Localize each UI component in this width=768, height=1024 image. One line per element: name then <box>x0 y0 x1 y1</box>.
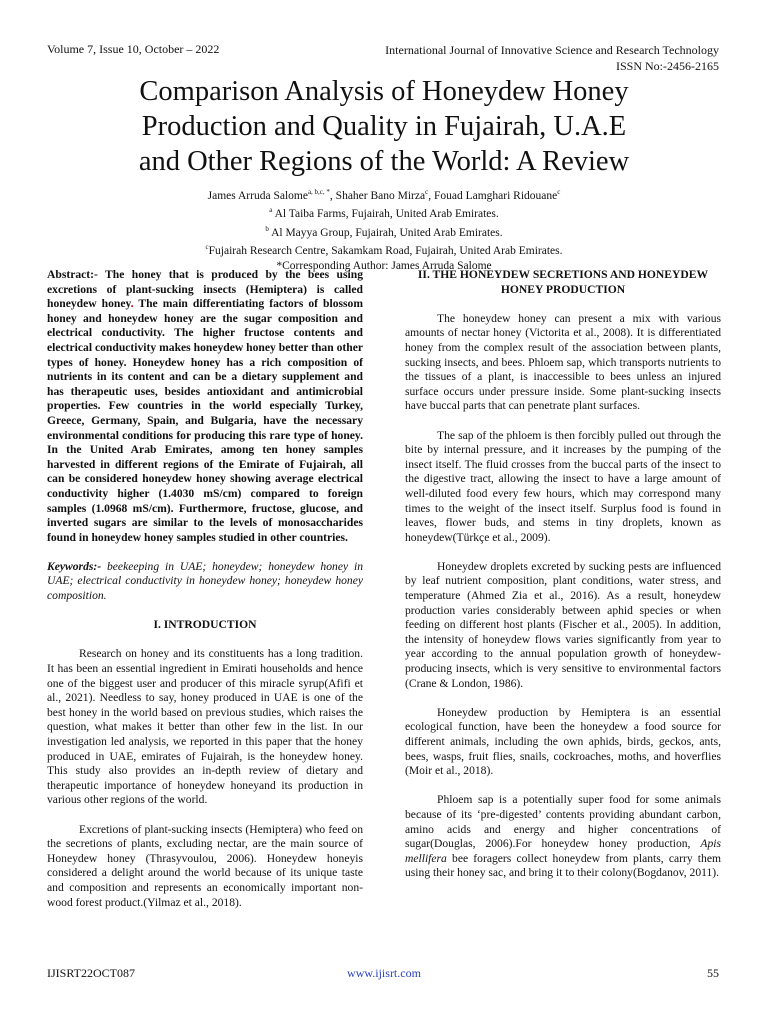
author-list: James Arruda Salome$^{a, b,c, *}$, Shaher Bano Mirza$^c$, Fouad Lamghari Ridouane$^c$ <box>207 188 561 202</box>
title-line-1: Comparison Analysis of Honeydew Honey <box>139 76 629 107</box>
footer-page-number: 55 <box>707 966 719 980</box>
footer-url-link[interactable]: www.ijisrt.com <box>347 966 421 980</box>
keywords: Keywords:- beekeeping in UAE; honeydew; honeydew honey in UAE; electrical conductivity in honeydew honey; honeydew honey composition. <box>47 559 363 603</box>
section2-paragraph-3: Honeydew droplets excreted by sucking pests are influenced by leaf nutrient composition, plant conditions, water stress, and temperature (Ahmed Zia et al., 2016). As a result, honeydew production varies considerably between aphid species or when feeding on different host plants (Fischer et al., 2005). In addition, the intensity of honeydew flows varies significantly from year to year according to the annual population growth of honeydew-producing insects, which is very sensitive to environmental factors (Crane & London, 1986). <box>405 559 721 690</box>
header-journal-block <box>385 42 719 74</box>
header-volume: Volume 7, Issue 10, October – 2022 <box>47 42 220 56</box>
abstract: Abstract:- The honey that is produced by the bees using excretions of plant-sucking insects (Hemiptera) is called honeydew honey. The main differentiating factors of blossom honey and honeydew honey are the sugar composition and electrical conductivity. The higher fructose contents and electrical conductivity makes honeydew honey better than other types of honey. Honeydew honey has a rich composition of nutrients in its content and can be a dietary supplement and has therapeutic uses, besides antioxidant and antimicrobial properties. Few countries in the world especially Turkey, Greece, Germany, Spain, and Bulgaria, have the necessary environmental conditions for producing this rare type of honey. In the United Arab Emirates, among ten honey samples harvested in different regions of the Emirate of Fujairah, all can be considered honeydew honey showing average electrical conductivity higher (1.4030 mS/cm) compared to foreign samples (1.0968 mS/cm). Furthermore, fructose, glucose, and inverted sugars are similar to the levels of monosaccharides found in honeydew honey samples studied in other countries. <box>47 268 364 544</box>
intro-paragraph-1: Research on honey and its constituents has a long tradition. It has been an essential ingredient in Emirati households and hence one of the biggest user and producer of this miracle syrup(Afifi et al., 2021). Needless to say, honey produced in UAE is one of the best honey in the world based on previous studies, which raises the question, what makes it better than other few in the list. In our investigation led analysis, we reported in this paper that the honey produced in UAE, emirates of Fujairah, is the honeydew honey. This study also provides an in-depth review of dietary and therapeutic importance of honeydew honeyand its production in various other regions of the world. <box>47 647 363 807</box>
title-line-3: and Other Regions of the World: A Review <box>138 146 630 177</box>
intro-paragraph-2: Excretions of plant-sucking insects (Hemiptera) who feed on the secretions of plants, excluding nectar, are the main source of Honeydew honey (Thrasyvoulou, 2006). Honeydew honeyis considered a delight around the world because of its unique taste and composition and represents an economically important non-wood forest product.(Yilmaz et al., 2018). <box>47 822 363 909</box>
right-column <box>405 268 721 896</box>
section-heading-honeydew: II. THE HONEYDEW SECRETIONS AND HONEYDEW HONEY PRODUCTION <box>417 268 709 296</box>
author-block <box>60 185 708 273</box>
left-column <box>47 268 363 925</box>
title-line-2: Production and Quality in Fujairah, U.A.E <box>141 111 627 142</box>
paper-title <box>60 74 708 179</box>
section2-paragraph-2: The sap of the phloem is then forcibly pulled out through the bite by internal pressure, and it increases by the pumping of the insect itself. The fluid crosses from the buccal parts of the insect to the digestive tract, allowing the insect to have a large amount of well-diluted food every few hours, which may correspond many times to the weight of the insect itself. Surplus food is found in leaves, flower buds, and stems in tiny droplets, known as honeydew(Türkçe et al., 2009). <box>405 428 721 544</box>
affiliation-b: $^b$ Al Mayya Group, Fujairah, United Arab Emirates. <box>265 224 503 239</box>
section-heading-introduction: I. INTRODUCTION <box>153 618 257 632</box>
section2-paragraph-4: Honeydew production by Hemiptera is an essential ecological function, have been the honeydew a food source for different animals, including the own aphids, birds, geckos, ants, bees, wasps, fruit flies, snails, cockroaches, moths, and hoverflies (Moir et al., 2018). <box>405 705 721 778</box>
section2-paragraph-1: The honeydew honey can present a mix with various amounts of nectar honey (Victorita et al., 2008). It is differentiated honey from the complex result of the association between plants, sucking insects, and bees. Phloem sap, which transports nutrients to the tissues of a plant, is inaccessible to bees unless an injured surface occurs under pressure inside. Some plant-sucking insects have buccal parts that can penetrate plant surfaces. <box>405 311 721 413</box>
header-journal: International Journal of Innovative Science and Research Technology <box>385 43 719 57</box>
section2-paragraph-5: Phloem sap is a potentially super food for some animals because of its ‘pre-digested’ contents providing abundant carbon, amino acids and energy and higher concentrations of sugar(Douglas, 2006).For honeydew honey production, Apis mellifera bee foragers collect honeydew from plants, carry them using their honey sac, and bring it to their colony(Bogdanov, 2011). <box>405 793 721 880</box>
corresponding-author: *Corresponding Author: James Arruda Salome <box>276 259 492 272</box>
affiliation-a: $^a$ Al Taiba Farms, Fujairah, United Arab Emirates. <box>269 206 499 221</box>
footer-paper-id: IJISRT22OCT087 <box>47 966 135 980</box>
header-issn: ISSN No:-2456-2165 <box>615 59 719 73</box>
affiliation-c: $^c$Fujairah Research Centre, Sakamkam Road, Fujairah, United Arab Emirates. <box>205 243 563 258</box>
